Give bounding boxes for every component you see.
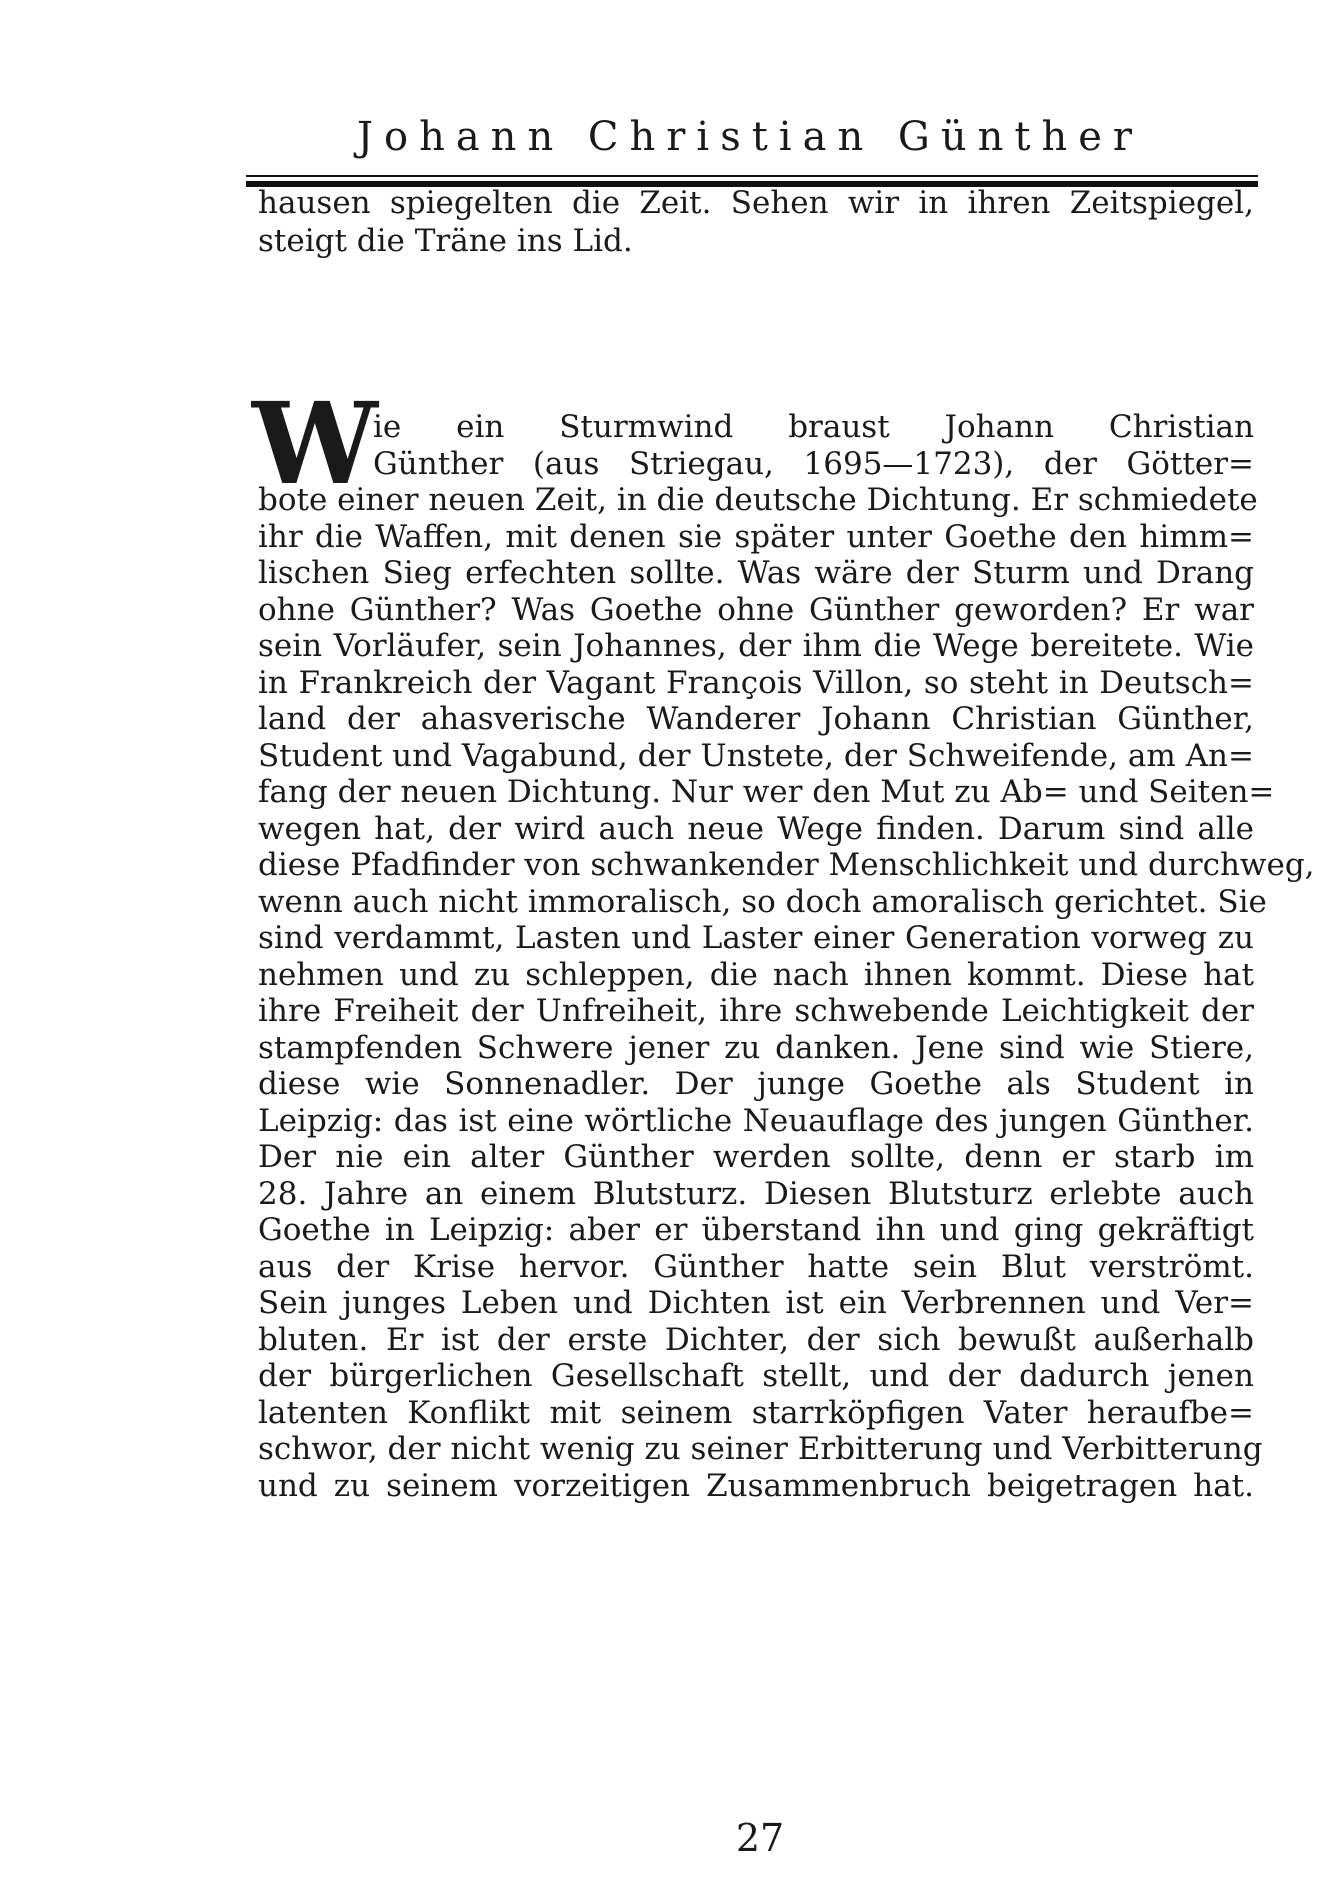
running-head: Johann Christian Günther — [356, 114, 1144, 160]
paragraph-line: Goethe in Leipzig: aber er überstand ihn und ging gekräftigt — [258, 1212, 1254, 1248]
paragraph-line: ihr die Waffen, mit denen sie später unter Goethe den himm= — [258, 519, 1254, 555]
paragraph-line: diese Pfadfinder von schwankender Menschlichkeit und durchweg, — [258, 847, 1315, 883]
paragraph-line: ihre Freiheit der Unfreiheit, ihre schwebende Leichtigkeit der — [258, 993, 1254, 1029]
paragraph-line: land der ahasverische Wanderer Johann Christian Günther, — [258, 701, 1254, 737]
paragraph-line: bluten. Er ist der erste Dichter, der sich bewußt außerhalb — [258, 1322, 1254, 1358]
page-number: 27 — [735, 1816, 785, 1860]
paragraph-line: diese wie Sonnenadler. Der junge Goethe als Student in — [258, 1066, 1254, 1102]
header-rule-thin — [246, 175, 1258, 177]
paragraph-line: Leipzig: das ist eine wörtliche Neuauflage des jungen Günther. — [258, 1103, 1254, 1139]
paragraph-line: ie ein Sturmwind braust Johann Christian — [373, 409, 1254, 445]
intro-line: steigt die Träne ins Lid. — [258, 223, 633, 259]
intro-line: hausen spiegelten die Zeit. Sehen wir in ihren Zeitspiegel, — [258, 185, 1254, 221]
paragraph-line: nehmen und zu schleppen, die nach ihnen kommt. Diese hat — [258, 957, 1254, 993]
paragraph-line: wegen hat, der wird auch neue Wege finden. Darum sind alle — [258, 811, 1254, 847]
paragraph-line: und zu seinem vorzeitigen Zusammenbruch beigetragen hat. — [258, 1468, 1254, 1504]
paragraph-line: der bürgerlichen Gesellschaft stellt, und der dadurch jenen — [258, 1358, 1254, 1394]
paragraph-line: latenten Konflikt mit seinem starrköpfigen Vater heraufbe= — [258, 1395, 1254, 1431]
paragraph-line: Der nie ein alter Günther werden sollte, denn er starb im — [258, 1139, 1254, 1175]
paragraph-line: aus der Krise hervor. Günther hatte sein Blut verströmt. — [258, 1249, 1254, 1285]
paragraph-line: wenn auch nicht immoralisch, so doch amoralisch gerichtet. Sie — [258, 884, 1267, 920]
paragraph-line: sind verdammt, Lasten und Laster einer Generation vorweg zu — [258, 920, 1254, 956]
paragraph-line: in Frankreich der Vagant François Villon, so steht in Deutsch= — [258, 665, 1254, 701]
paragraph-line: 28. Jahre an einem Blutsturz. Diesen Blutsturz erlebte auch — [258, 1176, 1254, 1212]
paragraph-line: Sein junges Leben und Dichten ist ein Verbrennen und Ver= — [258, 1285, 1254, 1321]
paragraph-line: sein Vorläufer, sein Johannes, der ihm die Wege bereitete. Wie — [258, 628, 1254, 664]
paragraph-line: stampfenden Schwere jener zu danken. Jene sind wie Stiere, — [258, 1030, 1254, 1066]
paragraph-line: Günther (aus Striegau, 1695—1723), der Götter= — [373, 446, 1254, 482]
paragraph-line: fang der neuen Dichtung. Nur wer den Mut zu Ab= und Seiten= — [258, 774, 1275, 810]
drop-cap: W — [252, 379, 378, 510]
paragraph-line: Student und Vagabund, der Unstete, der Schweifende, am An= — [258, 738, 1254, 774]
paragraph-line: bote einer neuen Zeit, in die deutsche Dichtung. Er schmiedete — [258, 482, 1258, 518]
paragraph-line: schwor, der nicht wenig zu seiner Erbitterung und Verbitterung — [258, 1431, 1263, 1467]
paragraph-line: lischen Sieg erfechten sollte. Was wäre der Sturm und Drang — [258, 555, 1254, 591]
paragraph-line: ohne Günther? Was Goethe ohne Günther geworden? Er war — [258, 592, 1254, 628]
